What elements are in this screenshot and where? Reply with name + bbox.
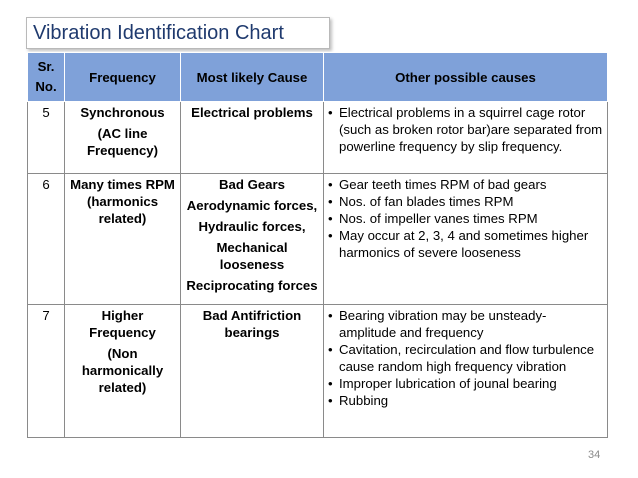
list-item: • Gear teeth times RPM of bad gears <box>328 177 547 192</box>
table-row <box>28 102 608 174</box>
frequency-text: Many times RPM (harmonics related) <box>70 177 175 226</box>
cause-cell <box>181 174 324 305</box>
sr-no-cell: 6 <box>28 174 65 305</box>
list-item: • Cavitation, recirculation and flow turbulence cause random high frequency vibration <box>328 342 595 374</box>
header-most-likely-cause: Most likely Cause <box>181 53 324 102</box>
frequency-cell <box>65 102 181 174</box>
cause-cell <box>181 102 324 174</box>
cause-text: Bad Gears <box>219 177 285 192</box>
cause-text: Hydraulic forces, <box>198 219 306 234</box>
slide-title: Vibration Identification Chart <box>26 17 330 49</box>
list-item: • Nos. of impeller vanes times RPM <box>328 211 538 226</box>
header-other-possible-causes: Other possible causes <box>324 53 608 102</box>
list-item: • Nos. of fan blades times RPM <box>328 194 514 209</box>
header-frequency: Frequency <box>65 53 181 102</box>
frequency-text: (AC line Frequency) <box>86 126 159 158</box>
frequency-cell <box>65 305 181 438</box>
page-number: 34 <box>588 449 601 461</box>
other-causes-cell <box>324 174 608 305</box>
cause-cell <box>181 305 324 438</box>
other-causes-cell <box>324 305 608 438</box>
cause-text: Bad Antifriction bearings <box>202 308 302 340</box>
frequency-cell <box>65 174 181 305</box>
list-item: • Rubbing <box>328 393 389 408</box>
list-item: • Bearing vibration may be unsteady- amplitude and frequency <box>328 308 547 340</box>
cause-text: Mechanical looseness <box>216 240 288 272</box>
frequency-text: Synchronous <box>80 105 165 120</box>
cause-text: Electrical problems <box>191 105 313 120</box>
list-item: • Improper lubrication of jounal bearing <box>328 376 557 391</box>
frequency-text: (Non harmonically related) <box>81 346 164 395</box>
list-item: • Electrical problems in a squirrel cage rotor (such as broken rotor bar)are separated from powerline frequency by slip frequency. <box>328 105 603 154</box>
vibration-table <box>27 52 608 438</box>
table-row <box>28 174 608 305</box>
sr-no-cell: 7 <box>28 305 65 438</box>
table-header-row <box>28 53 608 102</box>
frequency-text: Higher Frequency <box>89 308 156 340</box>
cause-text: Aerodynamic forces, <box>186 198 318 213</box>
other-causes-cell <box>324 102 608 174</box>
sr-no-cell: 5 <box>28 102 65 174</box>
cause-text: Reciprocating forces <box>186 278 318 293</box>
header-sr-no: Sr. No. <box>28 53 65 102</box>
list-item: • May occur at 2, 3, 4 and sometimes higher harmonics of severe looseness <box>328 228 589 260</box>
table-row <box>28 305 608 438</box>
